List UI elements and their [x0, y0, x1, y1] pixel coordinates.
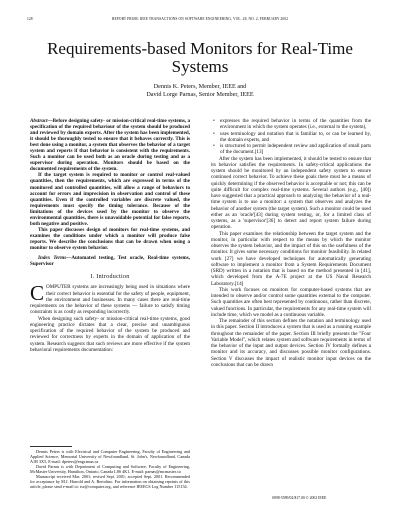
drop-cap: C	[30, 281, 45, 306]
abstract-text: —Before designing safety- or mission-critical real-time systems, a specification of the required behaviour of the system should be produced and reviewed by domain experts. After the system has been implemented, it should be thoroughly tested to ensure that it behaves correctly. This is best done using a monitor, a system that observes the behavior of a target system and reports if that behavior is consistent with the requirements. Such a monitor can be used both as an oracle during testing and as a supervisor during operation. Monitors should be based on the documented requirements of the system.	[30, 118, 190, 173]
running-header	[27, 17, 373, 21]
bullet-item: • is structured to permit independent review and application of small parts of the document.[13]	[220, 143, 371, 156]
bullet-item: • expresses the required behavior in terms of the quantities from the environment in which the system operates (i.e., external to the system),	[220, 118, 371, 131]
right-column	[211, 118, 371, 368]
abstract-label: Abstract	[30, 118, 48, 124]
bullet-item: • uses terminology and notation that is familiar to, or can be learned by, the domain experts, and	[220, 131, 371, 144]
abstract-paragraph-2: If the target system is required to monitor or control real-valued quantities, then the requirements, which are expressed in terms of the monitored and controlled quantities, will allow a range of behaviors to account for errors and imprecision in observation and control of these quantities. Even if the controlled variables are discrete valued, the requirements must specify the timing tolerance. Because of the limitations of the devices used by the monitor to observe the environmental quantities, there is unavoidable potential for false reports, both negative and positive.	[30, 172, 190, 227]
footnote-rule	[30, 446, 72, 447]
body-paragraph: After the system has been implemented, it should be tested to ensure that its behavior satisfies the requirements. In safety-critical applications the system should be monitored by an independent safety system to ensure continued correct behavior. To achieve these goals there must be a means of quickly determining if the observed behavior is acceptable or not; this can be quite difficult for complex real-time systems. Several authors (e.g., [40]) have suggested that a practical approach to analyzing the behavior of a real-time system is to use a monitor: a system that observes and analyzes the behavior of another system (the target system). Such a monitor could be used either as an 'oracle'[43] during system testing, or, for a limited class of systems, as a 'supervisor'[36] to detect and report system failure during operation.	[211, 155, 371, 231]
intro-paragraph-2: When designing such safety- or mission-critical real-time systems, good engineering practice dictates that a clear, precise and unambiguous specification of the required behavior of the system be produced and reviewed for correctness by experts in the domain of application of the system. Research suggests that such reviews are more effective if the system behavioral requirements documentation:	[30, 315, 190, 353]
index-terms	[30, 255, 190, 267]
paper-title	[0, 40, 400, 76]
intro-paragraph-1	[30, 281, 190, 316]
footnote-3: Manuscript received Mar. 2001; revised Sept. 2001; accepted Sept. 2001. Recommended for acceptance by M.J. Harrold and A. Bertolino. For information on obtaining reprints of this article, please send e-mail to: tse@computer.org, and reference IEEECS Log Number 115154.	[30, 474, 190, 490]
body-paragraph: The remainder of this section defines the notation and terminology used in this paper. Section II introduces a system that is used as a running example throughout the remainder of the paper. Section III briefly presents the "Four Variable Model", which relates system and software requirements in terms of the behavior of the input and output devices. Section IV formally defines a monitor and its accuracy, and discusses possible monitor configurations. Section V discusses the impact of realistic monitor input devices on the conclusions that can be drawn	[211, 318, 371, 368]
body-paragraph: This work focuses on monitors for computer-based systems that are intended to observe and/or control some quantities external to the computer. Such quantities are often best represented by continuous, rather than discrete, valued functions. In particular, the requirements for any real-time system will include time, which we model as a continuous variable.	[211, 286, 371, 318]
footnote-1: Dennis Peters is with Electrical and Computer Engineering, Faculty of Engineering and Applied Science, Memorial University of Newfoundland, St. John's, Newfoundland, Canada A1B 3X5, E-mail: dpeters@engr.mun.ca	[30, 449, 190, 465]
section-heading-introduction: I. Introduction	[90, 274, 130, 281]
body-paragraph: This paper examines the relationship between the target system and the monitor, in particular with respect to the means by which the monitor observes the system behavior, and the impact of this on the usefulness of the monitor. It gives some necessary conditions for monitor feasibility. In related work [27] we have developed techniques for automatically generating software to implement a monitor from a System Requirements Document (SRD) written in a notation that is based on the method presented in [41], which developed from the A-7E project at the US Naval Research Laboratory.[14]	[211, 230, 371, 287]
requirements-bullet-list	[211, 118, 371, 156]
author-line-2: David Lorge Parnas, Senior Member, IEEE	[146, 90, 254, 98]
intro-paragraph-1-text: OMPUTER systems are increasingly being used in situations where their correct behavior is essential for the safety of people, equipment, the environment and businesses. In many cases there are real-time requirements on the behavior of these systems — failure to satisfy timing constraints is as costly as responding incorrectly.	[30, 284, 190, 316]
author-line-1: Dennis K. Peters, Member, IEEE and	[153, 83, 247, 90]
index-terms-text: —Automated testing, Test oracle, Real-time systems, Supervisor	[30, 255, 190, 268]
running-title: REPORT FROM: IEEE TRANSACTIONS ON SOFTWARE ENGINEERING, VOL. 28, NO. 2, FEBRUARY 2002	[112, 17, 288, 21]
footnotes	[30, 449, 190, 489]
footnote-2: David Parnas is with Department of Computing and Software, Faculty of Engineering, McMaster University, Hamilton, Ontario, Canada L8S 4K1, E-mail: parnas@mcmaster.ca	[30, 464, 190, 475]
abstract	[30, 118, 190, 251]
index-terms-label: Index Terms	[38, 255, 67, 262]
paper-title-line-1: Requirements-based Monitors for Real-Time	[47, 39, 353, 58]
left-column	[30, 118, 190, 353]
author-block	[0, 83, 400, 98]
page-number: 128	[27, 17, 33, 21]
copyright-notice: 0098-5589/02/$17.00 © 2002 IEEE	[272, 496, 327, 500]
abstract-paragraph-3: This paper discusses design of monitors for real-time systems, and examines the conditions under which a monitor will produce false reports. We describe the conclusions that can be drawn when using a monitor to observe system behavior.	[30, 226, 190, 251]
paper-title-line-2: Systems	[171, 57, 229, 76]
